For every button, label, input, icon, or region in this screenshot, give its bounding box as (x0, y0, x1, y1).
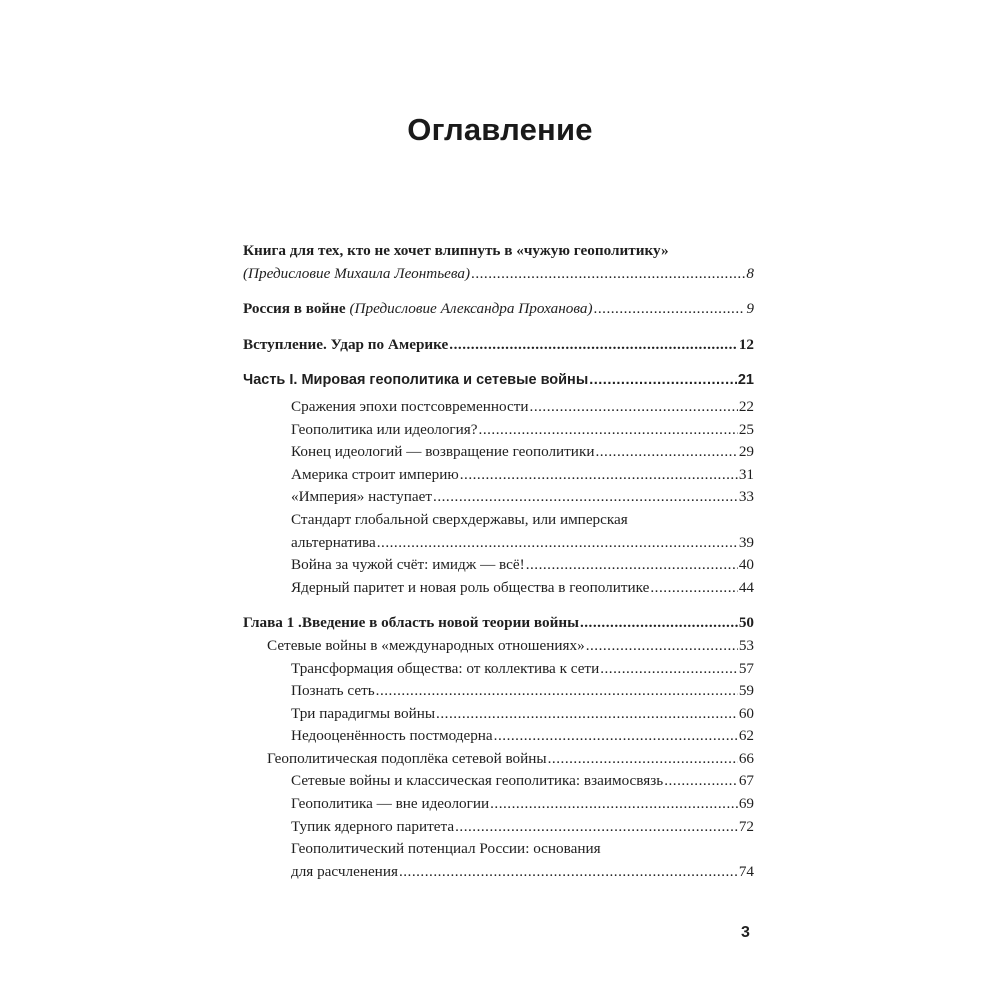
toc-entry-russia-war[interactable] (243, 298, 754, 321)
toc-entry-title: Россия в войне (243, 300, 346, 318)
toc-section[interactable] (243, 748, 754, 771)
leader-dots (586, 635, 738, 658)
toc-item-title: Геополитика — вне идеологии (291, 795, 490, 813)
toc-item-title: Война за чужой счёт: имидж — всё! (291, 556, 525, 574)
toc-page-number: 39 (738, 533, 754, 551)
leader-dots (471, 263, 745, 286)
leader-dots (530, 396, 738, 419)
toc-item-title: Стандарт глобальной сверхдержавы, или имперская (291, 510, 628, 528)
toc-entry-subtitle: (Предисловие Михаила Леонтьева) (243, 264, 471, 282)
toc-item-title: Геополитический потенциал России: основания (291, 840, 601, 858)
toc-section-title: Геополитическая подоплёка сетевой войны (267, 749, 547, 767)
toc-item[interactable] (243, 577, 754, 600)
leader-dots (433, 486, 738, 509)
toc-chapter-1 (243, 612, 754, 883)
toc-item-title: Америка строит империю (291, 465, 459, 483)
leader-dots (377, 532, 738, 555)
leader-dots (595, 441, 737, 464)
toc-page-number: 53 (738, 636, 754, 654)
toc-entry-title: Глава 1 .Введение в область новой теории войны (243, 614, 579, 632)
toc-page-number: 29 (738, 443, 754, 461)
toc-item[interactable] (243, 554, 754, 577)
toc-page-number: 67 (738, 772, 754, 790)
toc-item-title: Три парадигмы войны (291, 704, 436, 722)
toc-page-number: 8 (746, 264, 754, 282)
toc-page-number: 66 (738, 749, 754, 767)
toc-page-number: 62 (738, 727, 754, 745)
toc-page-number: 31 (738, 465, 754, 483)
toc-item[interactable] (243, 816, 754, 839)
toc-entry-book-intro[interactable] (243, 240, 754, 285)
toc-item-title-continued: для расчленения (291, 862, 398, 880)
toc-item[interactable] (243, 464, 754, 487)
toc-item-title: Сетевые войны и классическая геополитика: взаимосвязь (291, 772, 664, 790)
toc-item-title: Ядерный паритет и новая роль общества в геополитике (291, 578, 650, 596)
toc-item[interactable] (243, 793, 754, 816)
toc-page-number: 44 (738, 578, 754, 596)
leader-dots (589, 369, 737, 392)
toc-entry-title: Вступление. Удар по Америке (243, 335, 449, 353)
toc-entry-introduction[interactable] (243, 334, 754, 357)
page-title: Оглавление (407, 112, 593, 147)
toc-entry-subtitle: (Предисловие Александра Проханова) (349, 300, 593, 318)
toc-item[interactable] (243, 441, 754, 464)
leader-dots (548, 748, 738, 771)
leader-dots (490, 793, 738, 816)
leader-dots (664, 770, 738, 793)
toc-page-number: 59 (738, 682, 754, 700)
toc-item[interactable] (243, 680, 754, 703)
toc-page-number: 74 (738, 862, 754, 880)
leader-dots (494, 725, 738, 748)
toc-item-title: Тупик ядерного паритета (291, 817, 455, 835)
toc-item[interactable] (243, 658, 754, 681)
toc-page-number: 60 (738, 704, 754, 722)
leader-dots (449, 334, 738, 357)
toc-item[interactable] (243, 703, 754, 726)
toc-chapter-heading[interactable] (243, 612, 754, 635)
leader-dots (436, 703, 738, 726)
toc-section-title: Сетевые войны в «международных отношениях» (267, 636, 585, 654)
toc-item-title: Конец идеологий — возвращение геополитики (291, 443, 595, 461)
page-number: 3 (741, 924, 750, 941)
leader-dots (376, 680, 738, 703)
toc-item-title: Недооценённость постмодерна (291, 727, 493, 745)
toc-page-number: 57 (738, 659, 754, 677)
toc-page-number: 21 (737, 372, 754, 389)
leader-dots (580, 612, 738, 635)
toc-item[interactable] (243, 396, 754, 419)
toc-item-title: «Империя» наступает (291, 488, 433, 506)
toc-part-heading[interactable] (243, 369, 754, 392)
toc-page-number: 69 (738, 795, 754, 813)
leader-dots (594, 298, 746, 321)
toc-page-number: 72 (738, 817, 754, 835)
toc-entry-title: Книга для тех, кто не хочет влипнуть в «чужую геополитику» (243, 242, 669, 259)
toc-entry-title-group (243, 298, 593, 321)
toc-page-number: 33 (738, 488, 754, 506)
toc-page-number: 50 (738, 614, 754, 632)
toc-section[interactable] (243, 635, 754, 658)
toc-item-title: Сражения эпохи постсовременности (291, 397, 529, 415)
leader-dots (455, 816, 738, 839)
leader-dots (600, 658, 738, 681)
toc-page-number: 22 (738, 397, 754, 415)
toc-item[interactable] (243, 725, 754, 748)
leader-dots (650, 577, 737, 600)
toc-item-title-continued: альтернатива (291, 533, 376, 551)
toc-entry-title: Часть I. Мировая геополитика и сетевые войны (243, 372, 589, 389)
leader-dots (399, 861, 738, 884)
toc-item[interactable] (243, 419, 754, 442)
toc-item[interactable] (243, 486, 754, 509)
toc-item[interactable] (243, 770, 754, 793)
toc-item-title: Трансформация общества: от коллектива к сети (291, 659, 600, 677)
toc-item[interactable] (243, 509, 754, 554)
toc-part-1 (243, 369, 754, 599)
leader-dots (479, 419, 738, 442)
toc-item-title: Геополитика или идеология? (291, 420, 478, 438)
toc-page-number: 9 (746, 300, 754, 318)
toc-page-number: 25 (738, 420, 754, 438)
toc-page-number: 12 (738, 335, 754, 353)
leader-dots (460, 464, 738, 487)
toc-item[interactable] (243, 838, 754, 883)
table-of-contents (243, 240, 754, 896)
leader-dots (526, 554, 738, 577)
toc-item-title: Познать сеть (291, 682, 375, 700)
toc-page-number: 40 (738, 556, 754, 574)
